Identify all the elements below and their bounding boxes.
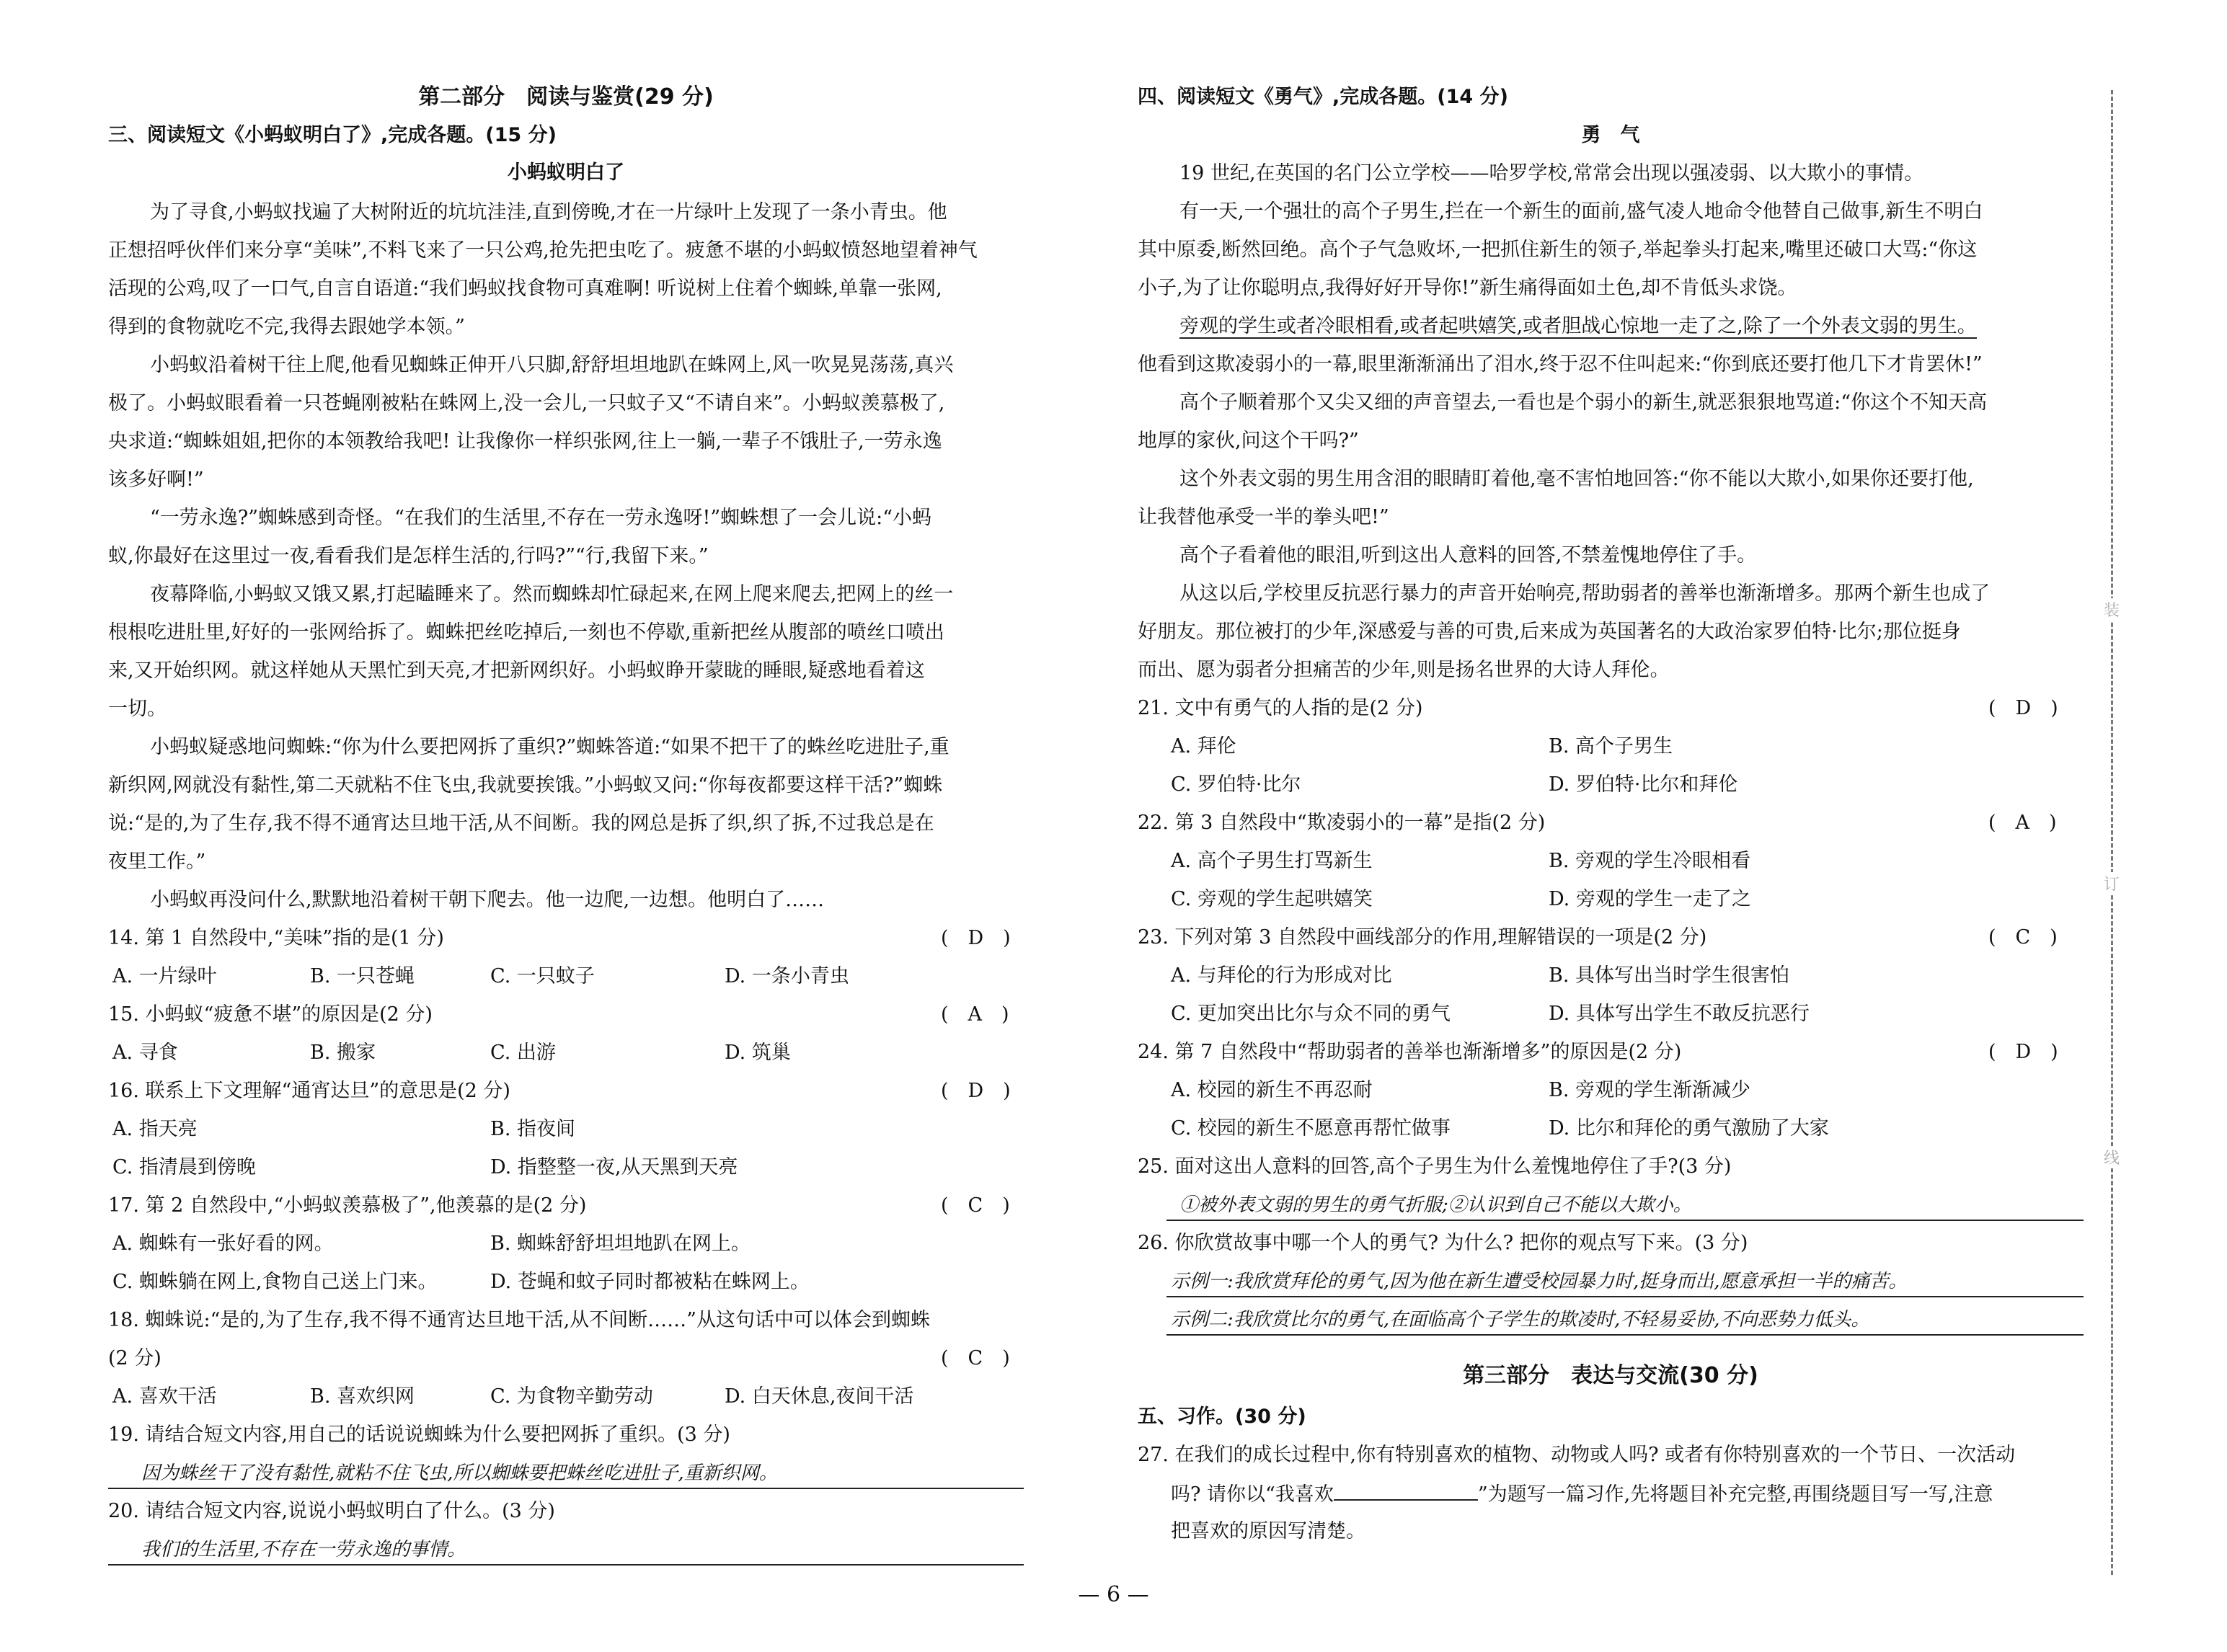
binding-mark: 线 — [2102, 1146, 2121, 1168]
q21-option-d: D. 罗伯特·比尔和拜伦 — [1549, 773, 1738, 796]
question-26-written-answer-1: 示例一:我欣赏拜伦的勇气,因为他在新生遭受校园暴力时,挺身而出,愿意承担一半的痛苦。 — [1171, 1271, 1908, 1292]
passage-line: 蚁,你最好在这里过一夜,看看我们是怎样生活的,行吗?”“行,我留下来。” — [108, 545, 709, 567]
passage-line: 得到的食物就吃不完,我得去跟她学本领。” — [108, 316, 465, 338]
passage-line: 高个子顺着那个又尖又细的声音望去,一看也是个弱小的新生,就恶狠狠地骂道:“你这个不知天高 — [1179, 391, 1988, 414]
question-23-answer: ( C ) — [1988, 926, 2058, 949]
question-24-answer: ( D ) — [1988, 1041, 2058, 1063]
passage-line: 小子,为了让你聪明点,我得好好开导你!”新生痛得面如土色,却不肯低头求饶。 — [1138, 277, 1797, 299]
question-14-stem: 14. 第 1 自然段中,“美味”指的是(1 分) — [108, 927, 444, 949]
q23-option-b: B. 具体写出当时学生很害怕 — [1549, 964, 1790, 987]
binding-mark: 装 — [2102, 598, 2121, 621]
passage-line: 高个子看着他的眼泪,听到这出人意料的回答,不禁羞愧地停住了手。 — [1179, 544, 1757, 567]
passage-line: 为了寻食,小蚂蚁找遍了大树附近的坑坑洼洼,直到傍晚,才在一片绿叶上发现了一条小青虫。他 — [150, 201, 947, 223]
passage-line: 这个外表文弱的男生用含泪的眼睛盯着他,毫不害怕地回答:“你不能以大欺小,如果你还要打他, — [1179, 468, 1974, 490]
question-23-stem: 23. 下列对第 3 自然段中画线部分的作用,理解错误的一项是(2 分) — [1138, 926, 1707, 949]
passage-line: 来,又开始织网。就这样她从天黑忙到天亮,才把新网织好。小蚂蚁睁开蒙眬的睡眼,疑惑地看着这 — [108, 660, 925, 682]
q18-option-c: C. 为食物辛勤劳动 — [490, 1385, 653, 1408]
passage-line: 从这以后,学校里反抗恶行暴力的声音开始响亮,帮助弱者的善举也渐渐增多。那两个新生也成了 — [1179, 582, 1991, 605]
passage-line: 地厚的家伙,问这个干吗?” — [1138, 430, 1359, 452]
passage2-title: 勇 气 — [1581, 124, 1640, 146]
question-18-stem: 18. 蜘蛛说:“是的,为了生存,我不得不通宵达旦地干活,从不间断……”从这句话中可以体会到蜘蛛 — [108, 1309, 930, 1331]
passage-line: 正想招呼伙伴们来分享“美味”,不料飞来了一只公鸡,抢先把虫吃了。疲惫不堪的小蚂蚁愤怒地望着神气 — [108, 239, 978, 262]
underlined-sentence: 旁观的学生或者冷眼相看,或者起哄嬉笑,或者胆战心惊地一走了之,除了一个外表文弱的男生。 — [1179, 315, 1977, 337]
passage-line: 好朋友。那位被打的少年,深感爱与善的可贵,后来成为英国著名的大政治家罗伯特·比尔;那位挺身 — [1138, 621, 1961, 643]
answer-line — [1166, 1334, 2084, 1336]
q21-option-c: C. 罗伯特·比尔 — [1171, 773, 1301, 796]
passage-line: 小蚂蚁疑惑地问蜘蛛:“你为什么要把网拆了重织?”蜘蛛答道:“如果不把干了的蛛丝吃进肚子,重 — [150, 736, 949, 758]
question-27-line: 27. 在我们的成长过程中,你有特别喜欢的植物、动物或人吗? 或者有你特别喜欢的一个节日、一次活动 — [1138, 1444, 2016, 1466]
question-15-stem: 15. 小蚂蚁“疲惫不堪”的原因是(2 分) — [108, 1003, 433, 1026]
question-25-written-answer: ①被外表文弱的男生的勇气折服;②认识到自己不能以大欺小。 — [1179, 1194, 1692, 1216]
q15-option-a: A. 寻食 — [112, 1042, 178, 1064]
passage-line: 该多好啊!” — [108, 468, 204, 491]
question-26-stem: 26. 你欣赏故事中哪一个人的勇气? 为什么? 把你的观点写下来。(3 分) — [1138, 1232, 1748, 1254]
q27-suffix: ”为题写一篇习作,先将题目补充完整,再围绕题目写一写,注意 — [1477, 1483, 1993, 1506]
q14-option-c: C. 一只蚊子 — [490, 965, 595, 987]
passage-line: 根根吃进肚里,好好的一张网给拆了。蜘蛛把丝吃掉后,一刻也不停歇,重新把丝从腹部的喷丝口喷出 — [108, 621, 944, 644]
passage-line: 夜里工作。” — [108, 851, 206, 873]
question-27-line: 把喜欢的原因写清楚。 — [1171, 1520, 1365, 1542]
q24-option-c: C. 校园的新生不愿意再帮忙做事 — [1171, 1117, 1451, 1140]
q18-option-d: D. 白天休息,夜间干活 — [725, 1385, 914, 1408]
q17-option-d: D. 苍蝇和蚊子同时都被粘在蛛网上。 — [490, 1271, 810, 1293]
question-14-answer: ( D ) — [941, 927, 1011, 949]
passage-line: “一劳永逸?”蜘蛛感到奇怪。“在我们的生活里,不存在一劳永逸呀!”蜘蛛想了一会儿说:“小蚂 — [150, 507, 932, 529]
question-20-stem: 20. 请结合短文内容,说说小蚂蚁明白了什么。(3 分) — [108, 1500, 555, 1522]
q16-option-b: B. 指夜间 — [490, 1118, 576, 1140]
answer-line — [108, 1564, 1024, 1566]
binding-mark: 订 — [2102, 872, 2121, 894]
passage-line: 极了。小蚂蚁眼看着一只苍蝇刚被粘在蛛网上,没一会儿,一只蚊子又“不请自来”。小蚂蚁羡慕极了, — [108, 392, 945, 414]
answer-line — [108, 1488, 1024, 1489]
question-21-stem: 21. 文中有勇气的人指的是(2 分) — [1138, 697, 1423, 719]
q23-option-c: C. 更加突出比尔与众不同的勇气 — [1171, 1003, 1451, 1025]
q27-prefix: 吗? 请你以“我喜欢 — [1171, 1483, 1334, 1506]
question-16-stem: 16. 联系上下文理解“通宵达旦”的意思是(2 分) — [108, 1080, 510, 1102]
q24-option-a: A. 校园的新生不再忍耐 — [1171, 1079, 1373, 1101]
q21-option-b: B. 高个子男生 — [1549, 735, 1673, 758]
section3-heading: 三、阅读短文《小蚂蚁明白了》,完成各题。(15 分) — [108, 124, 557, 146]
question-22-answer: ( A ) — [1988, 812, 2057, 834]
q18-option-a: A. 喜欢干活 — [112, 1385, 217, 1408]
question-15-answer: ( A ) — [941, 1003, 1009, 1026]
passage-title: 小蚂蚁明白了 — [508, 161, 624, 184]
passage-line: 夜幕降临,小蚂蚁又饿又累,打起瞌睡来了。然而蜘蛛却忙碌起来,在网上爬来爬去,把网上的丝一 — [150, 583, 954, 605]
q18-option-b: B. 喜欢织网 — [310, 1385, 415, 1408]
passage-line: 其中原委,断然回绝。高个子气急败坏,一把抓住新生的领子,举起拳头打起来,嘴里还破口大骂:“你这 — [1138, 239, 1978, 261]
q16-option-c: C. 指清晨到傍晚 — [112, 1156, 256, 1178]
q17-option-c: C. 蜘蛛躺在网上,食物自己送上门来。 — [112, 1271, 438, 1293]
q23-option-a: A. 与拜伦的行为形成对比 — [1171, 964, 1392, 987]
question-25-stem: 25. 面对这出人意料的回答,高个子男生为什么羞愧地停住了手?(3 分) — [1138, 1155, 1732, 1178]
question-19-stem: 19. 请结合短文内容,用自己的话说说蜘蛛为什么要把网拆了重织。(3 分) — [108, 1424, 730, 1446]
question-22-stem: 22. 第 3 自然段中“欺凌弱小的一幕”是指(2 分) — [1138, 812, 1546, 834]
q14-option-a: A. 一片绿叶 — [112, 965, 217, 987]
q24-option-b: B. 旁观的学生渐渐减少 — [1549, 1079, 1751, 1101]
q22-option-a: A. 高个子男生打骂新生 — [1171, 850, 1373, 872]
q16-option-a: A. 指天亮 — [112, 1118, 198, 1140]
passage-line: 央求道:“蜘蛛姐姐,把你的本领教给我吧! 让我像你一样织张网,往上一躺,一辈子不饿肚子,一劳永逸 — [108, 430, 942, 453]
q14-option-d: D. 一条小青虫 — [725, 965, 849, 987]
passage-line: 19 世纪,在英国的名门公立学校——哈罗学校,常常会出现以强凌弱、以大欺小的事情。 — [1179, 162, 1924, 185]
passage-line: 他看到这欺凌弱小的一幕,眼里渐渐涌出了泪水,终于忍不住叫起来:“你到底还要打他几下才肯罢休!” — [1138, 353, 1983, 376]
passage-line: 小蚂蚁再没问什么,默默地沿着树干朝下爬去。他一边爬,一边想。他明白了…… — [150, 889, 825, 911]
passage-line-underlined — [1138, 314, 1977, 339]
passage-line: 新织网,网就没有黏性,第二天就粘不住飞虫,我就要挨饿。”小蚂蚁又问:“你每夜都要这样干活?”蜘蛛 — [108, 774, 943, 796]
q24-option-d: D. 比尔和拜伦的勇气激励了大家 — [1549, 1117, 1829, 1140]
question-19-written-answer: 因为蛛丝干了没有黏性,就粘不住飞虫,所以蜘蛛要把蛛丝吃进肚子,重新织网。 — [141, 1462, 778, 1484]
title-blank — [1334, 1480, 1478, 1501]
question-16-answer: ( D ) — [941, 1080, 1011, 1102]
question-20-written-answer: 我们的生活里,不存在一劳永逸的事情。 — [141, 1539, 466, 1560]
q22-option-c: C. 旁观的学生起哄嬉笑 — [1171, 888, 1373, 910]
q22-option-b: B. 旁观的学生冷眼相看 — [1549, 850, 1751, 872]
question-18-stem-cont: (2 分) — [108, 1347, 161, 1369]
passage-line: 一切。 — [108, 698, 167, 720]
question-17-answer: ( C ) — [941, 1194, 1010, 1217]
q23-option-d: D. 具体写出学生不敢反抗恶行 — [1549, 1003, 1810, 1025]
section4-heading: 四、阅读短文《勇气》,完成各题。(14 分) — [1138, 86, 1508, 108]
answer-line — [1166, 1220, 2084, 1221]
answer-line — [1166, 1296, 2084, 1297]
binding-dashed-line — [2111, 90, 2113, 1575]
q21-option-a: A. 拜伦 — [1171, 735, 1236, 758]
passage-line: 活现的公鸡,叹了一口气,自言自语道:“我们蚂蚁找食物可真难啊! 听说树上住着个蜘蛛,单靠一张网, — [108, 277, 942, 300]
q17-option-a: A. 蜘蛛有一张好看的网。 — [112, 1233, 334, 1255]
q15-option-c: C. 出游 — [490, 1042, 556, 1064]
passage-line: 让我替他承受一半的拳头吧!” — [1138, 506, 1389, 528]
passage-line: 小蚂蚁沿着树干往上爬,他看见蜘蛛正伸开八只脚,舒舒坦坦地趴在蛛网上,风一吹晃晃荡荡,真兴 — [150, 354, 954, 376]
q17-option-b: B. 蜘蛛舒舒坦坦地趴在网上。 — [490, 1233, 751, 1255]
q14-option-b: B. 一只苍蝇 — [310, 965, 415, 987]
q15-option-d: D. 筑巢 — [725, 1042, 791, 1064]
q16-option-d: D. 指整整一夜,从天黑到天亮 — [490, 1156, 738, 1178]
passage-line: 而出、愿为弱者分担痛苦的少年,则是扬名世界的大诗人拜伦。 — [1138, 659, 1670, 681]
question-17-stem: 17. 第 2 自然段中,“小蚂蚁羡慕极了”,他羡慕的是(2 分) — [108, 1194, 587, 1217]
page-number: — 6 — — [1078, 1582, 1149, 1607]
question-24-stem: 24. 第 7 自然段中“帮助弱者的善举也渐渐增多”的原因是(2 分) — [1138, 1041, 1682, 1063]
passage-line: 说:“是的,为了生存,我不得不通宵达旦地干活,从不间断。我的网总是拆了织,织了拆,不过我总是在 — [108, 812, 934, 835]
question-26-written-answer-2: 示例二:我欣赏比尔的勇气,在面临高个子学生的欺凌时,不轻易妥协,不向恶势力低头。 — [1171, 1309, 1870, 1331]
question-21-answer: ( D ) — [1988, 697, 2058, 719]
part2-heading: 第二部分 阅读与鉴赏(29 分) — [418, 84, 714, 110]
passage-line: 有一天,一个强壮的高个子男生,拦在一个新生的面前,盛气凌人地命令他替自己做事,新生不明白 — [1179, 200, 1983, 223]
q22-option-d: D. 旁观的学生一走了之 — [1549, 888, 1751, 910]
q15-option-b: B. 搬家 — [310, 1042, 376, 1064]
section5-heading: 五、习作。(30 分) — [1138, 1405, 1306, 1428]
question-27-line — [1138, 1480, 1993, 1508]
part3-heading: 第三部分 表达与交流(30 分) — [1463, 1363, 1758, 1388]
question-18-answer: ( C ) — [941, 1347, 1010, 1369]
